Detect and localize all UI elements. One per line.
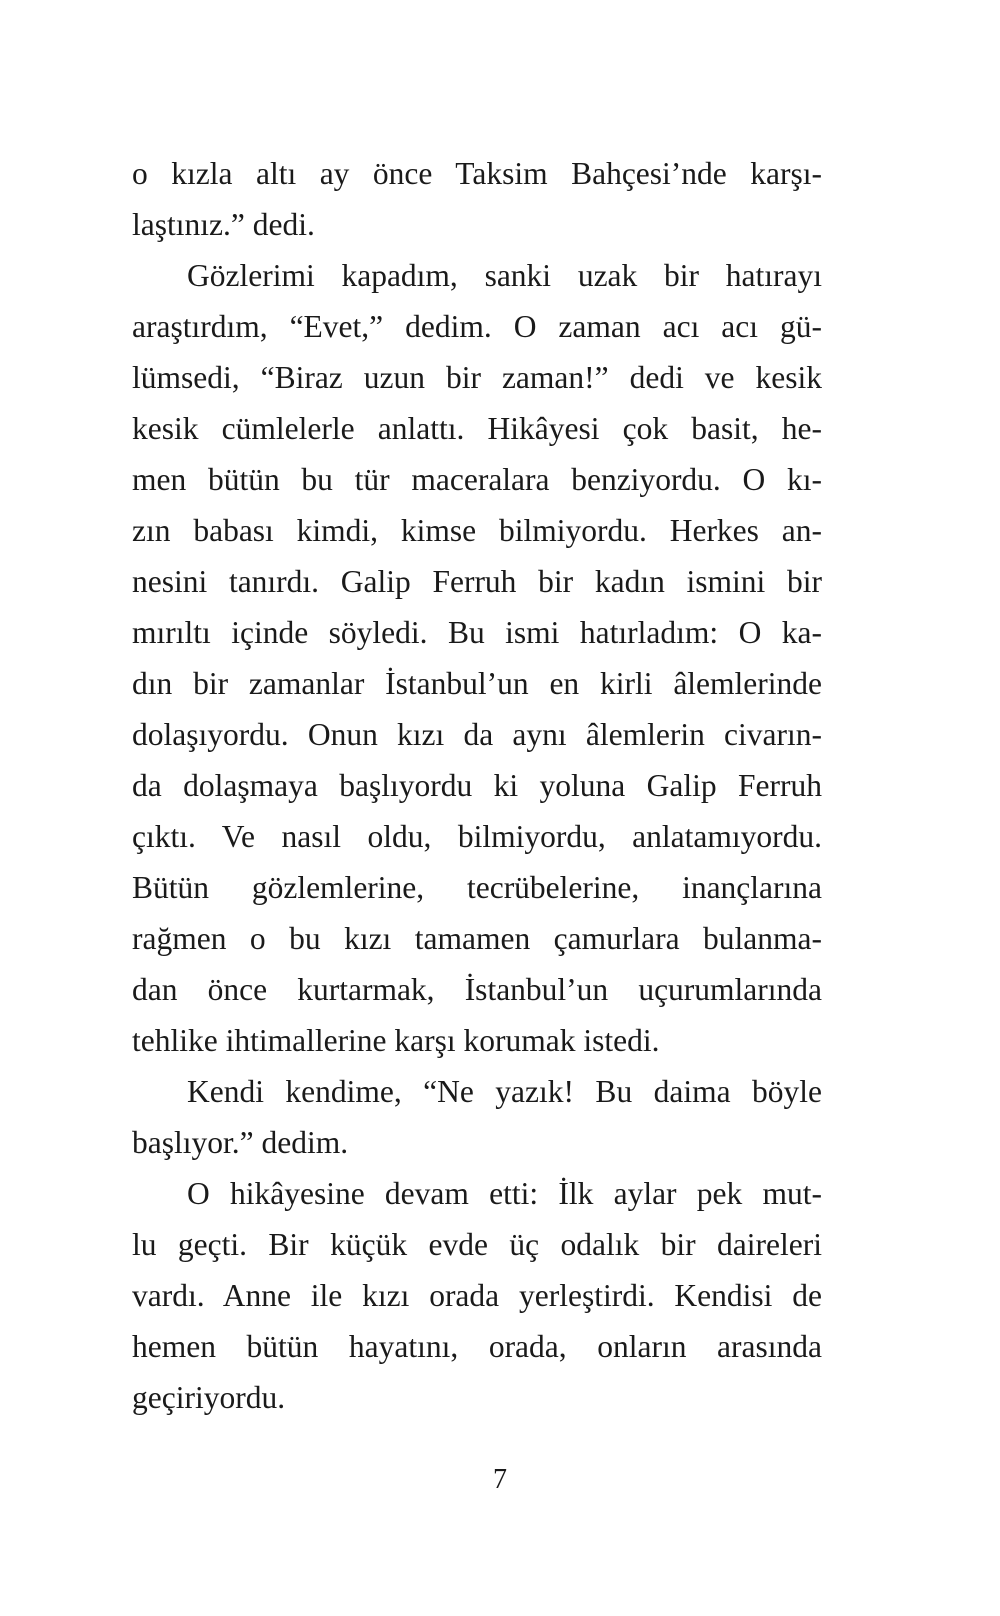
text-line: çıktı. Ve nasıl oldu, bilmiyordu, anlatamıyordu.: [132, 819, 822, 854]
text-line: araştırdım, “Evet,” dedim. O zaman acı acı gü-: [132, 309, 822, 344]
text-line: O hikâyesine devam etti: İlk aylar pek mut-: [187, 1176, 822, 1211]
text-line: başlıyor.” dedim.: [132, 1125, 349, 1160]
text-line: o kızla altı ay önce Taksim Bahçesi’nde karşı-: [132, 156, 822, 191]
text-line: dan önce kurtarmak, İstanbul’un uçurumlarında: [132, 972, 822, 1007]
text-line: Bütün gözlemlerine, tecrübelerine, inançlarına: [132, 870, 822, 905]
page-number: 7: [493, 1464, 507, 1495]
text-line: rağmen o bu kızı tamamen çamurlara bulanma-: [132, 921, 822, 956]
text-line: zın babası kimdi, kimse bilmiyordu. Herkes an-: [132, 513, 822, 548]
text-line: kesik cümlelerle anlattı. Hikâyesi çok basit, he-: [132, 411, 822, 446]
body-text: [132, 148, 822, 1423]
text-line: dın bir zamanlar İstanbul’un en kirli âlemlerinde: [132, 666, 822, 701]
text-line: vardı. Anne ile kızı orada yerleştirdi. Kendisi de: [132, 1278, 822, 1313]
text-line: da dolaşmaya başlıyordu ki yoluna Galip Ferruh: [132, 768, 822, 803]
text-line: Kendi kendime, “Ne yazık! Bu daima böyle: [187, 1074, 822, 1109]
text-line: hemen bütün hayatını, orada, onların arasında: [132, 1329, 822, 1364]
text-line: lümsedi, “Biraz uzun bir zaman!” dedi ve kesik: [132, 360, 822, 395]
text-line: tehlike ihtimallerine karşı korumak istedi.: [132, 1023, 660, 1058]
text-line: Gözlerimi kapadım, sanki uzak bir hatırayı: [187, 258, 822, 293]
text-line: geçiriyordu.: [132, 1380, 286, 1415]
text-line: men bütün bu tür maceralara benziyordu. O kı-: [132, 462, 822, 497]
text-line: nesini tanırdı. Galip Ferruh bir kadın ismini bir: [132, 564, 822, 599]
text-line: lu geçti. Bir küçük evde üç odalık bir daireleri: [132, 1227, 822, 1262]
text-line: mırıltı içinde söyledi. Bu ismi hatırladım: O ka-: [132, 615, 822, 650]
text-line: laştınız.” dedi.: [132, 207, 315, 242]
text-line: dolaşıyordu. Onun kızı da aynı âlemlerin civarın-: [132, 717, 822, 752]
